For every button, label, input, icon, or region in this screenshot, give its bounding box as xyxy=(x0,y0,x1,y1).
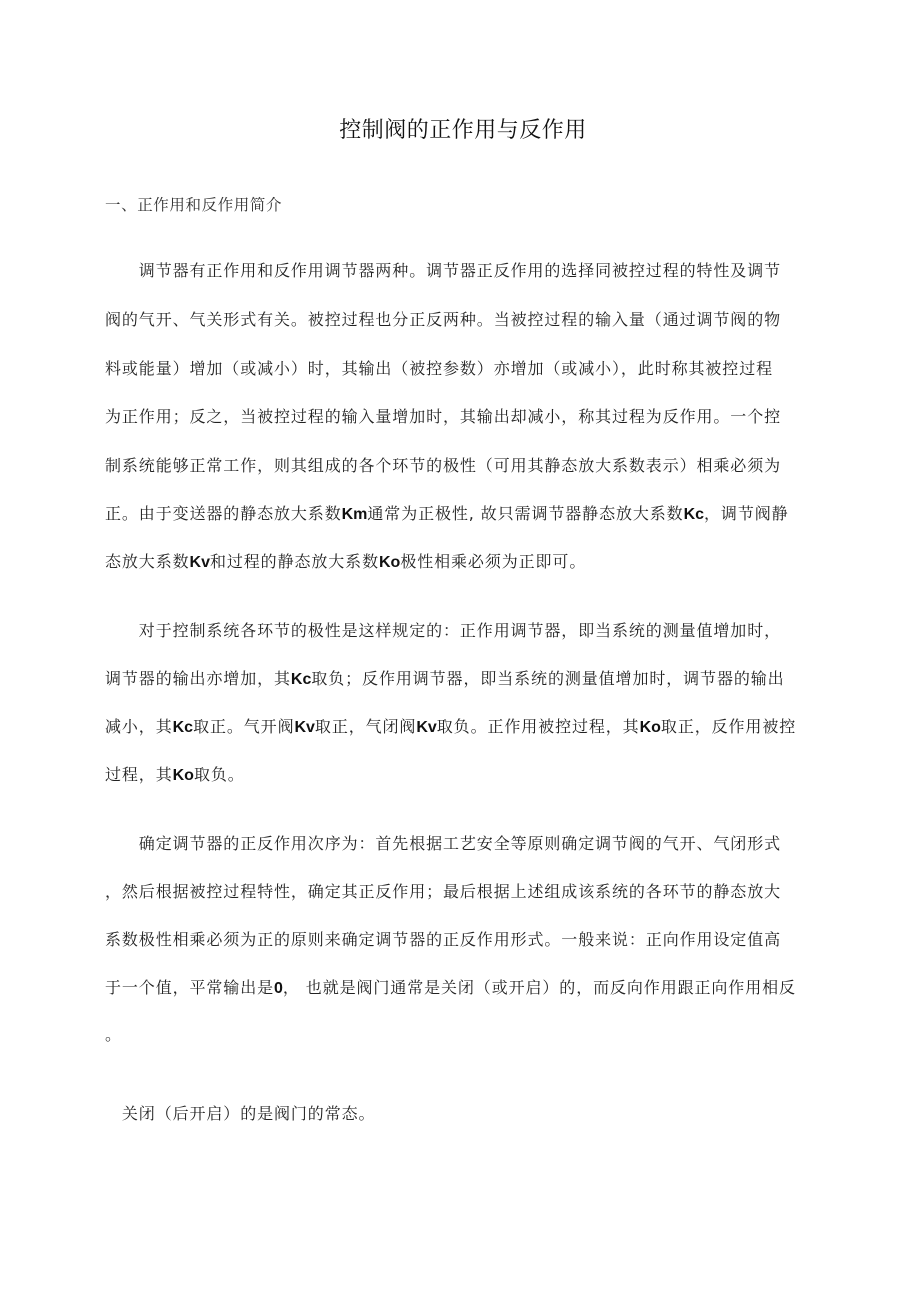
latin-term: Kv xyxy=(189,554,210,571)
paragraph-line: 减小，其Kc取正。气开阀Kv取正，气闭阀Kv取负。正作用被控过程，其Ko取正，反作用被控 xyxy=(105,717,797,736)
paragraph-line: 调节器有正作用和反作用调节器两种。调节器正反作用的选择同被控过程的特性及调节 xyxy=(105,261,782,280)
paragraph-line: 对于控制系统各环节的极性是这样规定的：正作用调节器，即当系统的测量值增加时， xyxy=(105,621,782,640)
section-heading: 一、正作用和反作用简介 xyxy=(105,196,283,214)
latin-term: Ko xyxy=(172,767,194,784)
paragraph-line: 关闭（后开启）的是阀门的常态。 xyxy=(105,1104,376,1123)
paragraph-line: 于一个值，平常输出是0， 也就是阀门通常是关闭（或开启）的，而反向作用跟正向作用相反 xyxy=(105,978,796,997)
latin-term: Kc xyxy=(290,671,312,688)
paragraph-line: 为正作用；反之，当被控过程的输入量增加时，其输出却减小，称其过程为反作用。一个控 xyxy=(105,407,782,426)
latin-term: Ko xyxy=(639,719,661,736)
paragraph-line: 过程，其Ko取负。 xyxy=(105,765,245,784)
paragraph-line: ，然后根据被控过程特性，确定其正反作用；最后根据上述组成该系统的各环节的静态放大 xyxy=(105,882,782,901)
paragraph-line: 料或能量）增加（或减小）时，其输出（被控参数）亦增加（或减小），此时称其被控过程 xyxy=(105,359,774,378)
paragraph-line: 。 xyxy=(105,1025,122,1044)
latin-term: Kc xyxy=(683,506,705,523)
paragraph-line: 确定调节器的正反作用次序为：首先根据工艺安全等原则确定调节阀的气开、气闭形式 xyxy=(105,834,782,853)
paragraph-line: 制系统能够正常工作，则其组成的各个环节的极性（可用其静态放大系数表示）相乘必须为 xyxy=(105,456,782,475)
paragraph-line: 阀的气开、气关形式有关。被控过程也分正反两种。当被控过程的输入量（通过调节阀的物 xyxy=(105,310,782,329)
document-title: 控制阀的正作用与反作用 xyxy=(339,118,587,143)
latin-term: 0 xyxy=(274,980,283,997)
paragraph-line: 调节器的输出亦增加，其Kc取负；反作用调节器，即当系统的测量值增加时，调节器的输出 xyxy=(105,669,785,688)
paragraph-line: 系数极性相乘必须为正的原则来确定调节器的正反作用形式。一般来说：正向作用设定值高 xyxy=(105,930,782,949)
paragraph-line: 正。由于变送器的静态放大系数Km通常为正极性, 故只需调节器静态放大系数Kc，调节阀静 xyxy=(105,504,789,523)
latin-term: Ko xyxy=(378,554,401,571)
paragraph-line: 态放大系数Kv和过程的静态放大系数Ko极性相乘必须为正即可。 xyxy=(105,552,587,571)
latin-term: Kc xyxy=(172,719,194,736)
latin-term: Kv xyxy=(416,719,437,736)
latin-term: Km xyxy=(341,506,368,523)
latin-term: Kv xyxy=(294,719,315,736)
